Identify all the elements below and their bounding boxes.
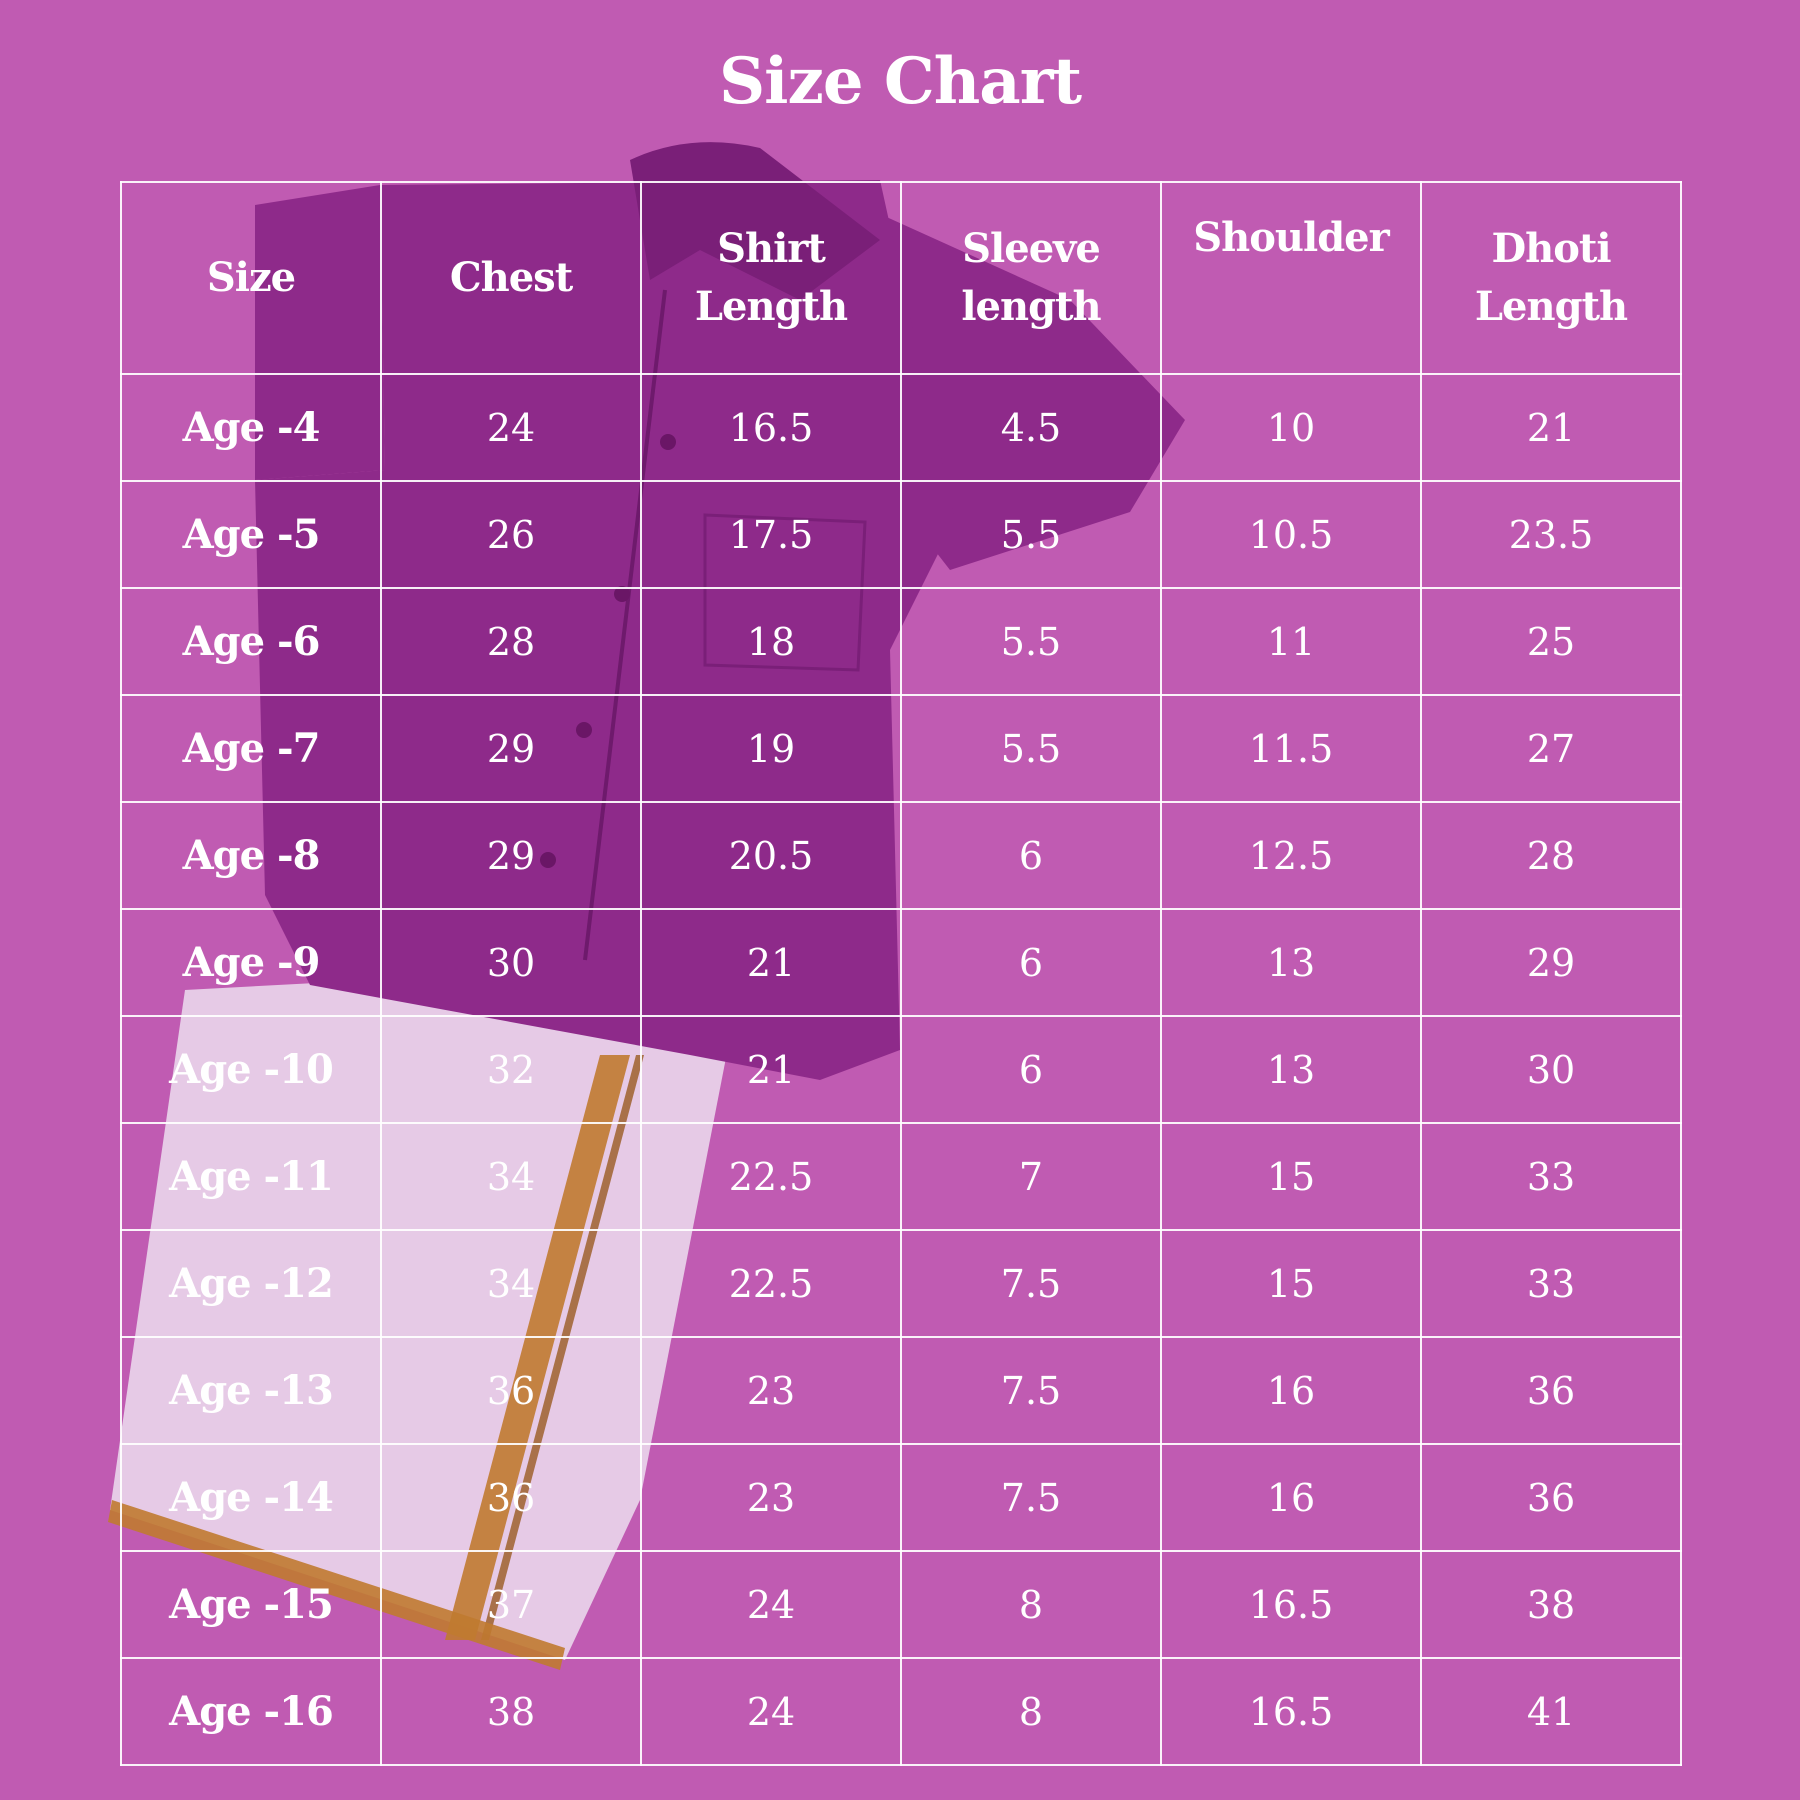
table-row	[121, 909, 1681, 1016]
cell-sleeve-length: 6	[901, 802, 1161, 909]
cell-size: Age -5	[121, 481, 381, 588]
cell-chest: 36	[381, 1444, 641, 1551]
cell-sleeve-length: 5.5	[901, 481, 1161, 588]
cell-dhoti-length: 28	[1421, 802, 1681, 909]
cell-chest: 28	[381, 588, 641, 695]
cell-shoulder: 16.5	[1161, 1551, 1421, 1658]
header-shoulder	[1161, 182, 1421, 374]
table-row	[121, 1016, 1681, 1123]
cell-dhoti-length: 25	[1421, 588, 1681, 695]
cell-dhoti-length: 29	[1421, 909, 1681, 1016]
cell-dhoti-length: 30	[1421, 1016, 1681, 1123]
table-row	[121, 1444, 1681, 1551]
cell-size: Age -8	[121, 802, 381, 909]
cell-shirt-length: 16.5	[641, 374, 901, 481]
header-sleeve-length-line1: Sleeve	[962, 225, 1100, 272]
cell-shirt-length: 22.5	[641, 1123, 901, 1230]
cell-shirt-length: 19	[641, 695, 901, 802]
table-row	[121, 481, 1681, 588]
cell-shoulder: 12.5	[1161, 802, 1421, 909]
cell-dhoti-length: 21	[1421, 374, 1681, 481]
cell-sleeve-length: 7.5	[901, 1230, 1161, 1337]
cell-sleeve-length: 6	[901, 1016, 1161, 1123]
cell-shoulder: 10	[1161, 374, 1421, 481]
header-chest-label: Chest	[449, 254, 573, 301]
cell-shirt-length: 20.5	[641, 802, 901, 909]
table-row	[121, 1551, 1681, 1658]
cell-dhoti-length: 41	[1421, 1658, 1681, 1765]
cell-size: Age -15	[121, 1551, 381, 1658]
cell-shoulder: 10.5	[1161, 481, 1421, 588]
cell-size: Age -4	[121, 374, 381, 481]
table-row	[121, 1123, 1681, 1230]
table-header-row	[121, 182, 1681, 374]
cell-shoulder: 15	[1161, 1230, 1421, 1337]
cell-sleeve-length: 8	[901, 1551, 1161, 1658]
cell-shirt-length: 21	[641, 909, 901, 1016]
cell-size: Age -13	[121, 1337, 381, 1444]
cell-shoulder: 16.5	[1161, 1658, 1421, 1765]
cell-size: Age -11	[121, 1123, 381, 1230]
cell-chest: 29	[381, 695, 641, 802]
cell-shoulder: 13	[1161, 909, 1421, 1016]
page-title: Size Chart	[718, 44, 1082, 119]
cell-chest: 24	[381, 374, 641, 481]
cell-chest: 34	[381, 1230, 641, 1337]
cell-shoulder: 15	[1161, 1123, 1421, 1230]
cell-chest: 32	[381, 1016, 641, 1123]
cell-sleeve-length: 7	[901, 1123, 1161, 1230]
cell-shoulder: 13	[1161, 1016, 1421, 1123]
cell-shirt-length: 23	[641, 1337, 901, 1444]
cell-shoulder: 16	[1161, 1337, 1421, 1444]
table-row	[121, 802, 1681, 909]
cell-shirt-length: 23	[641, 1444, 901, 1551]
cell-shoulder: 16	[1161, 1444, 1421, 1551]
cell-size: Age -10	[121, 1016, 381, 1123]
cell-sleeve-length: 7.5	[901, 1444, 1161, 1551]
table-row	[121, 374, 1681, 481]
cell-sleeve-length: 6	[901, 909, 1161, 1016]
cell-size: Age -12	[121, 1230, 381, 1337]
cell-chest: 37	[381, 1551, 641, 1658]
header-shoulder-label: Shoulder	[1193, 214, 1389, 261]
cell-sleeve-length: 7.5	[901, 1337, 1161, 1444]
cell-dhoti-length: 36	[1421, 1337, 1681, 1444]
cell-chest: 30	[381, 909, 641, 1016]
header-shirt-length-line2: Length	[694, 283, 848, 330]
header-dhoti-length-line1: Dhoti	[1491, 225, 1611, 272]
cell-shoulder: 11	[1161, 588, 1421, 695]
table-row	[121, 1337, 1681, 1444]
header-chest	[381, 182, 641, 374]
cell-dhoti-length: 38	[1421, 1551, 1681, 1658]
table-row	[121, 1230, 1681, 1337]
cell-shoulder: 11.5	[1161, 695, 1421, 802]
cell-size: Age -7	[121, 695, 381, 802]
size-chart-table	[120, 181, 1682, 1766]
cell-shirt-length: 21	[641, 1016, 901, 1123]
table-row	[121, 1658, 1681, 1765]
cell-size: Age -16	[121, 1658, 381, 1765]
cell-chest: 34	[381, 1123, 641, 1230]
header-sleeve-length-line2: length	[961, 283, 1101, 330]
cell-shirt-length: 24	[641, 1551, 901, 1658]
header-shirt-length-line1: Shirt	[717, 225, 825, 272]
cell-shirt-length: 24	[641, 1658, 901, 1765]
header-shirt-length	[641, 182, 901, 374]
header-size-label: Size	[206, 254, 296, 301]
cell-size: Age -9	[121, 909, 381, 1016]
cell-shirt-length: 18	[641, 588, 901, 695]
cell-dhoti-length: 36	[1421, 1444, 1681, 1551]
cell-shirt-length: 22.5	[641, 1230, 901, 1337]
cell-dhoti-length: 33	[1421, 1230, 1681, 1337]
cell-dhoti-length: 27	[1421, 695, 1681, 802]
cell-chest: 29	[381, 802, 641, 909]
header-dhoti-length-line2: Length	[1474, 283, 1628, 330]
cell-chest: 36	[381, 1337, 641, 1444]
cell-chest: 38	[381, 1658, 641, 1765]
header-dhoti-length	[1421, 182, 1681, 374]
cell-dhoti-length: 23.5	[1421, 481, 1681, 588]
header-size	[121, 182, 381, 374]
cell-size: Age -6	[121, 588, 381, 695]
cell-sleeve-length: 8	[901, 1658, 1161, 1765]
cell-size: Age -14	[121, 1444, 381, 1551]
cell-dhoti-length: 33	[1421, 1123, 1681, 1230]
cell-sleeve-length: 5.5	[901, 695, 1161, 802]
cell-sleeve-length: 5.5	[901, 588, 1161, 695]
cell-chest: 26	[381, 481, 641, 588]
cell-shirt-length: 17.5	[641, 481, 901, 588]
header-sleeve-length	[901, 182, 1161, 374]
table-row	[121, 588, 1681, 695]
cell-sleeve-length: 4.5	[901, 374, 1161, 481]
table-row	[121, 695, 1681, 802]
